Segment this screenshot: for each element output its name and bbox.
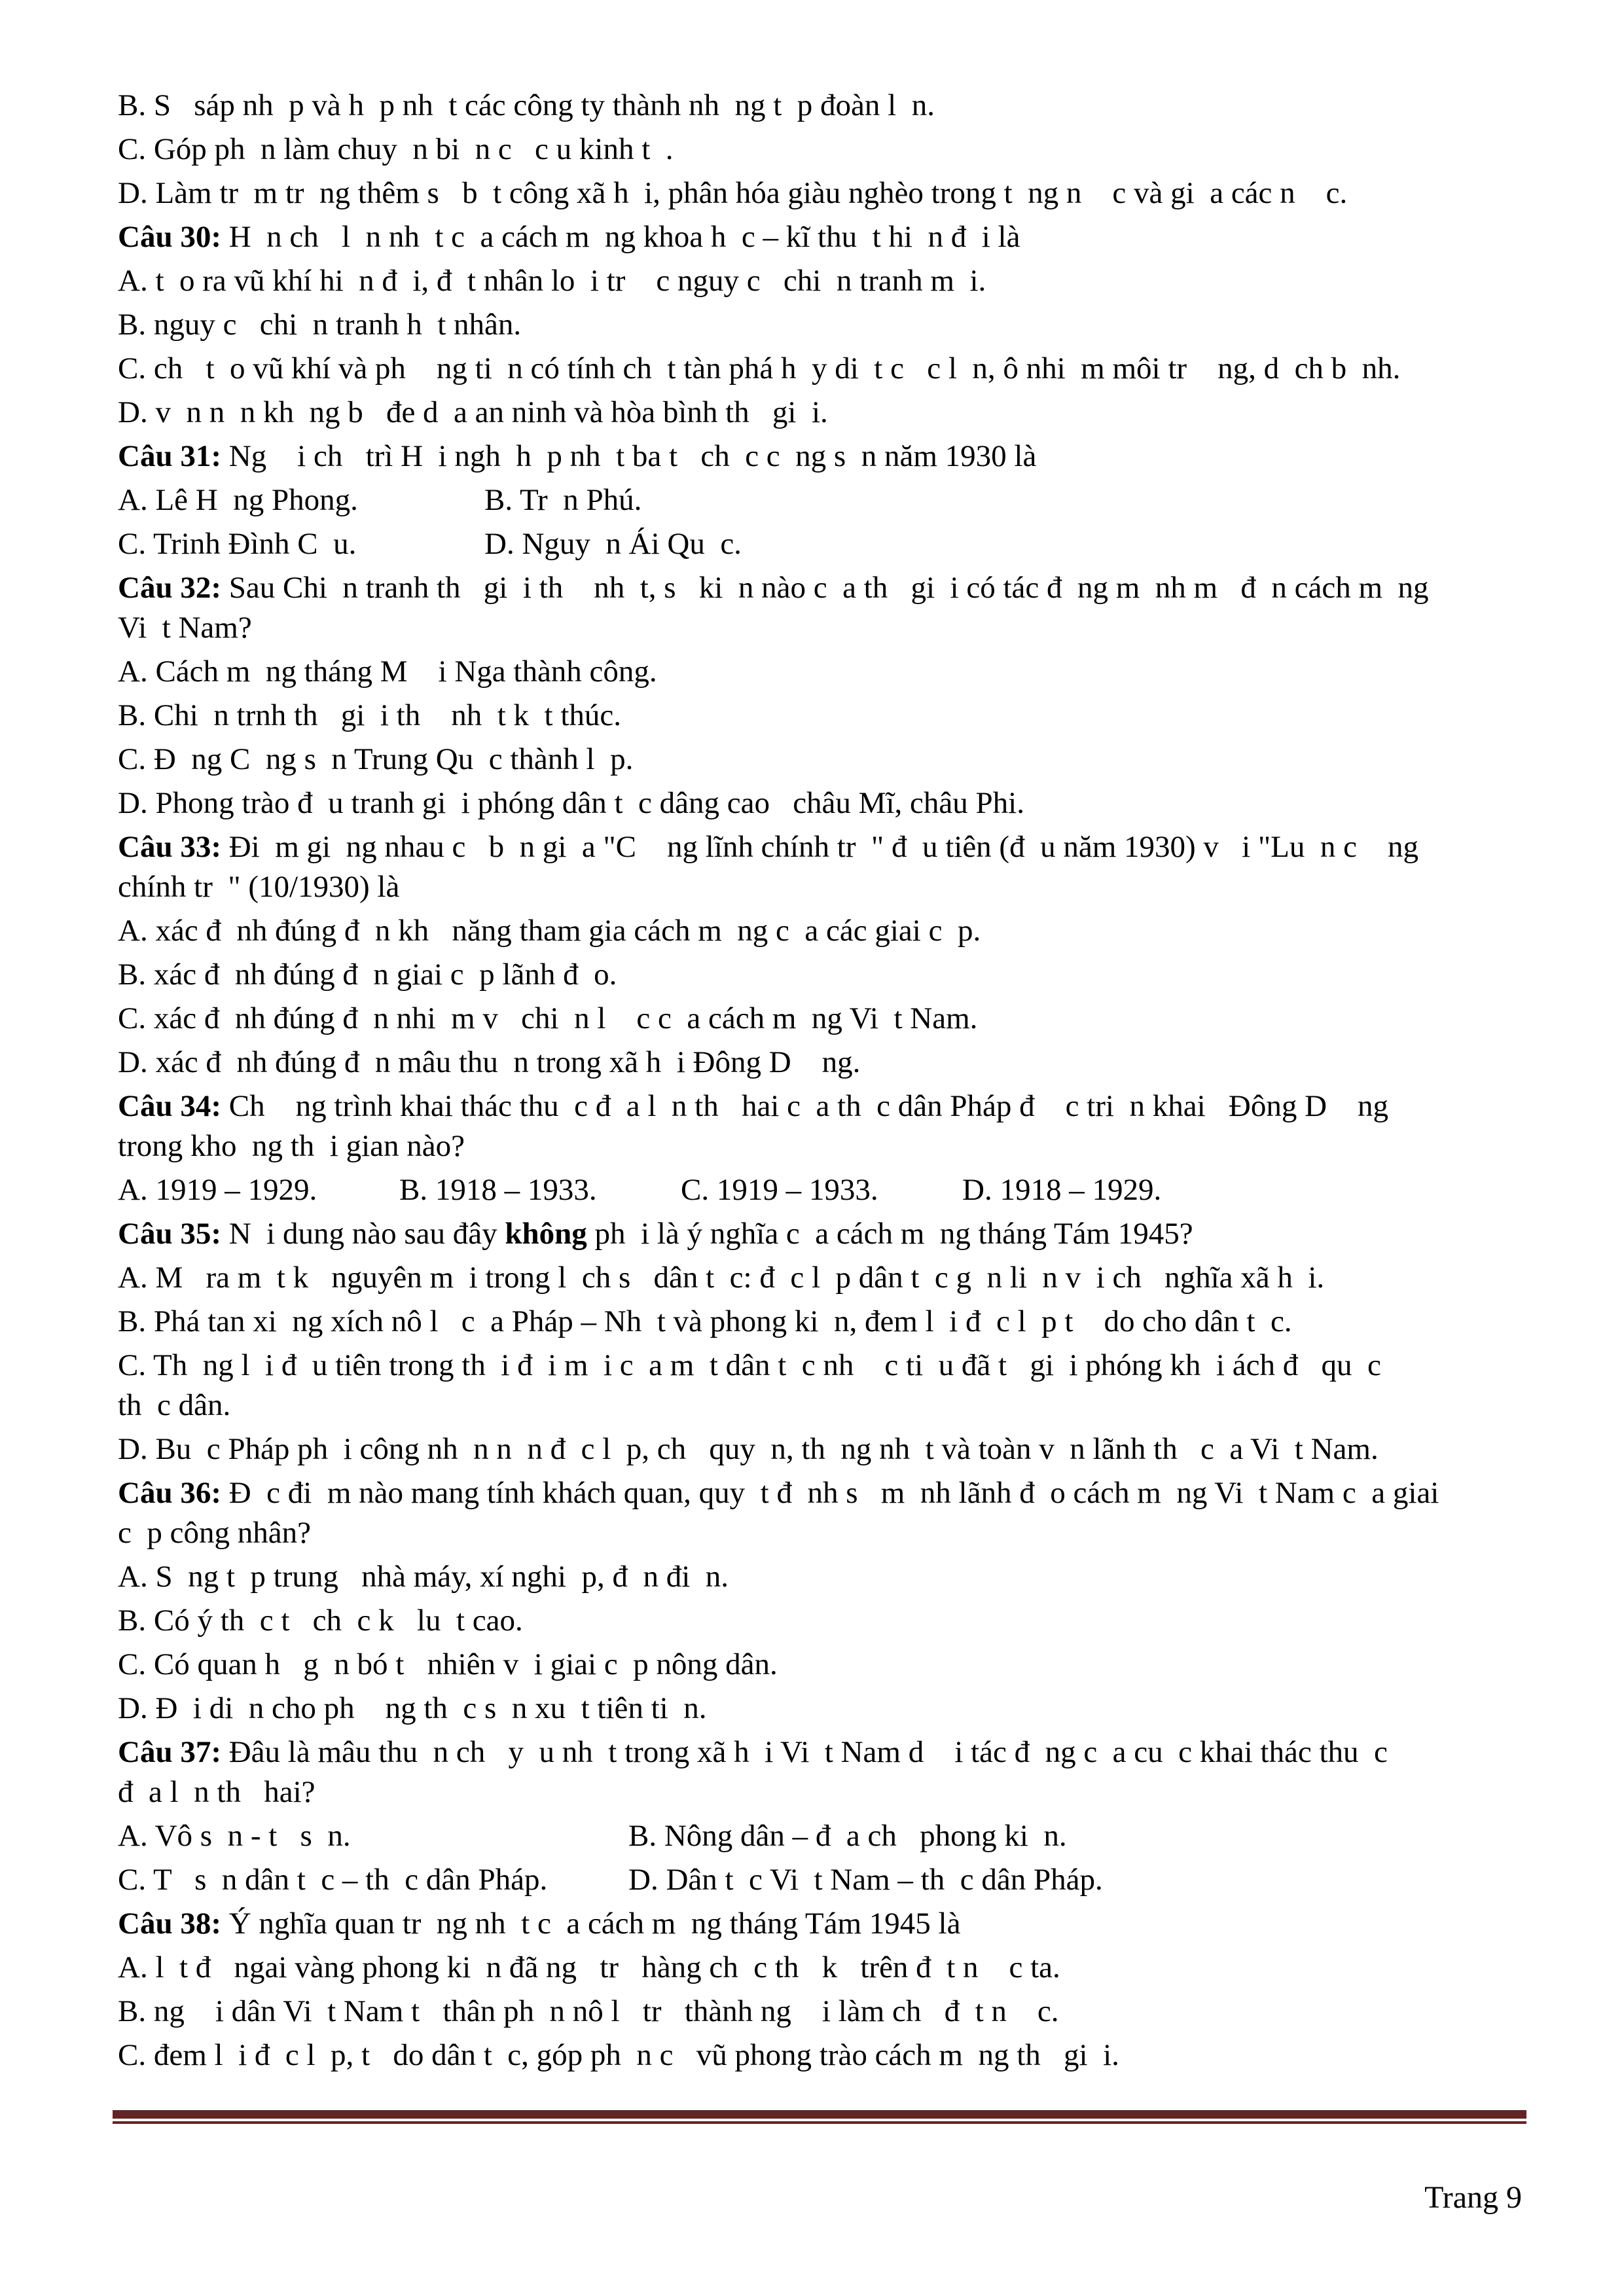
answer-line (118, 1256, 1523, 1300)
answer-line (118, 1427, 1523, 1471)
answer-option: B. 1918 – 1933. (399, 1173, 597, 1207)
answer-line (118, 1555, 1523, 1599)
line-text: D. v n n n kh ng b đe d a an ninh và hòa bình th gi i. (118, 395, 828, 429)
line-text: Đâu là mâu thu n ch y u nh t trong xã h i Vi t Nam d i tác đ ng c a cu c khai thác thu c (221, 1735, 1388, 1769)
line-text: A. l t đ ngai vàng phong ki n đã ng tr hàng ch c th k trên đ t n c ta. (118, 1950, 1060, 1984)
document-body (118, 84, 1523, 2077)
line-text: Đi m gi ng nhau c b n gi a "C ng lĩnh chính tr " đ u tiên (đ u năm 1930) v i "Lu n c ng (221, 830, 1418, 864)
answer-option: C. T s n dân t c – th c dân Pháp. (118, 1863, 548, 1897)
answer-line (118, 347, 1523, 391)
line-text: Ng i ch trì H i ngh h p nh t ba t ch c c ng s n năm 1930 là (221, 439, 1037, 473)
answer-option: A. 1919 – 1929. (118, 1173, 317, 1207)
answer-line (118, 259, 1523, 303)
question-line (118, 566, 1523, 610)
line-text: D. Bu c Pháp ph i công nh n n n đ c l p, ch quy n, th ng nh t và toàn v n lãnh th c a Vi t Nam. (118, 1432, 1379, 1466)
line-text: A. Cách m ng tháng M i Nga thành công. (118, 655, 657, 689)
answer-line (118, 1041, 1523, 1085)
line-text: C. Đ ng C ng s n Trung Qu c thành l p. (118, 742, 634, 776)
line-text: C. xác đ nh đúng đ n nhi m v chi n l c c a cách m ng Vi t Nam. (118, 1001, 978, 1035)
line-text: B. Có ý th c t ch c k lu t cao. (118, 1604, 523, 1638)
answer-line (118, 953, 1523, 997)
line-text: c p công nhân? (118, 1516, 311, 1550)
answer-line (118, 1168, 1523, 1212)
continuation-line (118, 1511, 1523, 1555)
line-text: B. Chi n trnh th gi i th nh t k t thúc. (118, 698, 621, 732)
answer-option: C. Trinh Đình C u. (118, 527, 357, 561)
answer-line (118, 2034, 1523, 2077)
question-line (118, 1902, 1523, 1946)
answer-line (118, 650, 1523, 694)
answer-line (118, 1344, 1523, 1388)
question-line (118, 1085, 1523, 1128)
answer-line (118, 303, 1523, 347)
question-line (118, 215, 1523, 259)
question-line (118, 825, 1523, 869)
line-text: C. Có quan h g n bó t nhiên v i giai c p nông dân. (118, 1647, 778, 1681)
continuation-line (118, 606, 1523, 650)
answer-line (118, 1300, 1523, 1344)
answer-line (118, 128, 1523, 171)
line-text: Vi t Nam? (118, 611, 252, 645)
line-text: B. nguy c chi n tranh h t nhân. (118, 308, 522, 342)
question-number: Câu 30: (118, 220, 221, 254)
answer-line (118, 478, 1523, 522)
line-text: D. Đ i di n cho ph ng th c s n xu t tiên ti n. (118, 1691, 707, 1725)
question-number: Câu 33: (118, 830, 221, 864)
line-text: Ch ng trình khai thác thu c đ a l n th hai c a th c dân Pháp đ c tri n khai Đông D ng (221, 1089, 1389, 1123)
line-text: H n ch l n nh t c a cách m ng khoa h c – kĩ thu t hi n đ i là (221, 220, 1020, 254)
footer-rule-thick (113, 2110, 1526, 2119)
question-line (118, 1212, 1523, 1256)
footer-rule-thin (113, 2121, 1526, 2124)
line-text: D. Phong trào đ u tranh gi i phóng dân t c dâng cao châu Mĩ, châu Phi. (118, 786, 1024, 820)
answer-line (118, 171, 1523, 215)
answer-line (118, 694, 1523, 738)
line-text: B. Phá tan xi ng xích nô l c a Pháp – Nh t và phong ki n, đem l i đ c l p t do cho dân t c. (118, 1304, 1292, 1338)
question-line (118, 1731, 1523, 1774)
question-number: Câu 31: (118, 439, 221, 473)
line-text: D. Làm tr m tr ng thêm s b t công xã h i, phân hóa giàu nghèo trong t ng n c và gi a các n c. (118, 176, 1348, 210)
answer-line (118, 522, 1523, 566)
answer-line (118, 1814, 1523, 1858)
line-text: Đ c đi m nào mang tính khách quan, quy t đ nh s m nh lãnh đ o cách m ng Vi t Nam c a giai (221, 1476, 1439, 1510)
line-text: Sau Chi n tranh th gi i th nh t, s ki n nào c a th gi i có tác đ ng m nh m đ n cách m ng (221, 571, 1429, 605)
line-text: C. ch t o vũ khí và ph ng ti n có tính ch t tàn phá h y di t c c l n, ô nhi m môi tr ng, d ch b nh. (118, 351, 1401, 386)
question-number: Câu 35: (118, 1217, 221, 1251)
line-text: A. t o ra vũ khí hi n đ i, đ t nhân lo i tr c nguy c chi n tranh m i. (118, 264, 986, 298)
line-text: A. S ng t p trung nhà máy, xí nghi p, đ n đi n. (118, 1560, 729, 1594)
answer-line (118, 1990, 1523, 2034)
answer-line (118, 781, 1523, 825)
answer-option: D. Dân t c Vi t Nam – th c dân Pháp. (628, 1863, 1103, 1897)
question-line (118, 1471, 1523, 1515)
question-number: Câu 36: (118, 1476, 221, 1510)
answer-line (118, 1643, 1523, 1687)
line-text: N i dung nào sau đây (221, 1217, 505, 1251)
answer-line (118, 1858, 1523, 1902)
answer-line (118, 738, 1523, 781)
answer-line (118, 1687, 1523, 1731)
continuation-line (118, 1124, 1523, 1168)
line-text: C. Th ng l i đ u tiên trong th i đ i m i c a m t dân t c nh c ti u đã t gi i phóng kh i ách đ qu c (118, 1348, 1381, 1382)
line-text: đ a l n th hai? (118, 1775, 316, 1809)
answer-option: C. 1919 – 1933. (681, 1173, 878, 1207)
question-number: Câu 37: (118, 1735, 221, 1769)
line-text: B. xác đ nh đúng đ n giai c p lãnh đ o. (118, 958, 617, 992)
line-text: A. xác đ nh đúng đ n kh năng tham gia cách m ng c a các giai c p. (118, 914, 981, 948)
line-text: chính tr " (10/1930) là (118, 870, 400, 904)
page-number: Trang 9 (1424, 2180, 1522, 2215)
answer-option: B. Tr n Phú. (484, 483, 642, 517)
continuation-line (118, 1770, 1523, 1814)
line-text: trong kho ng th i gian nào? (118, 1129, 465, 1163)
continuation-line (118, 865, 1523, 909)
question-number: Câu 32: (118, 571, 221, 605)
answer-line (118, 909, 1523, 953)
line-text: ph i là ý nghĩa c a cách m ng tháng Tám 1945? (586, 1217, 1193, 1251)
line-text: C. đem l i đ c l p, t do dân t c, góp ph n c vũ phong trào cách m ng th gi i. (118, 2038, 1119, 2072)
answer-line (118, 84, 1523, 128)
answer-option: B. Nông dân – đ a ch phong ki n. (628, 1819, 1067, 1853)
answer-line (118, 1599, 1523, 1643)
answer-option: D. 1918 – 1929. (962, 1173, 1162, 1207)
line-text: B. ng i dân Vi t Nam t thân ph n nô l tr thành ng i làm ch đ t n c. (118, 1994, 1059, 2028)
answer-line (118, 391, 1523, 435)
line-text: th c dân. (118, 1388, 231, 1422)
question-number: Câu 34: (118, 1089, 221, 1123)
answer-option: D. Nguy n Ái Qu c. (484, 527, 742, 561)
line-text: A. M ra m t k nguyên m i trong l ch s dân t c: đ c l p dân t c g n li n v i ch nghĩa xã h i. (118, 1261, 1325, 1295)
emphasis-text: không (505, 1217, 587, 1251)
line-text: D. xác đ nh đúng đ n mâu thu n trong xã h i Đông D ng. (118, 1045, 861, 1079)
answer-line (118, 997, 1523, 1041)
line-text: Ý nghĩa quan tr ng nh t c a cách m ng tháng Tám 1945 là (221, 1907, 961, 1941)
answer-line (118, 1946, 1523, 1990)
question-line (118, 435, 1523, 478)
line-text: B. S sáp nh p và h p nh t các công ty thành nh ng t p đoàn l n. (118, 88, 935, 122)
line-text: C. Góp ph n làm chuy n bi n c c u kinh t . (118, 132, 674, 166)
answer-option: A. Vô s n - t s n. (118, 1819, 351, 1853)
answer-option: A. Lê H ng Phong. (118, 483, 358, 517)
question-number: Câu 38: (118, 1907, 221, 1941)
continuation-line (118, 1384, 1523, 1427)
